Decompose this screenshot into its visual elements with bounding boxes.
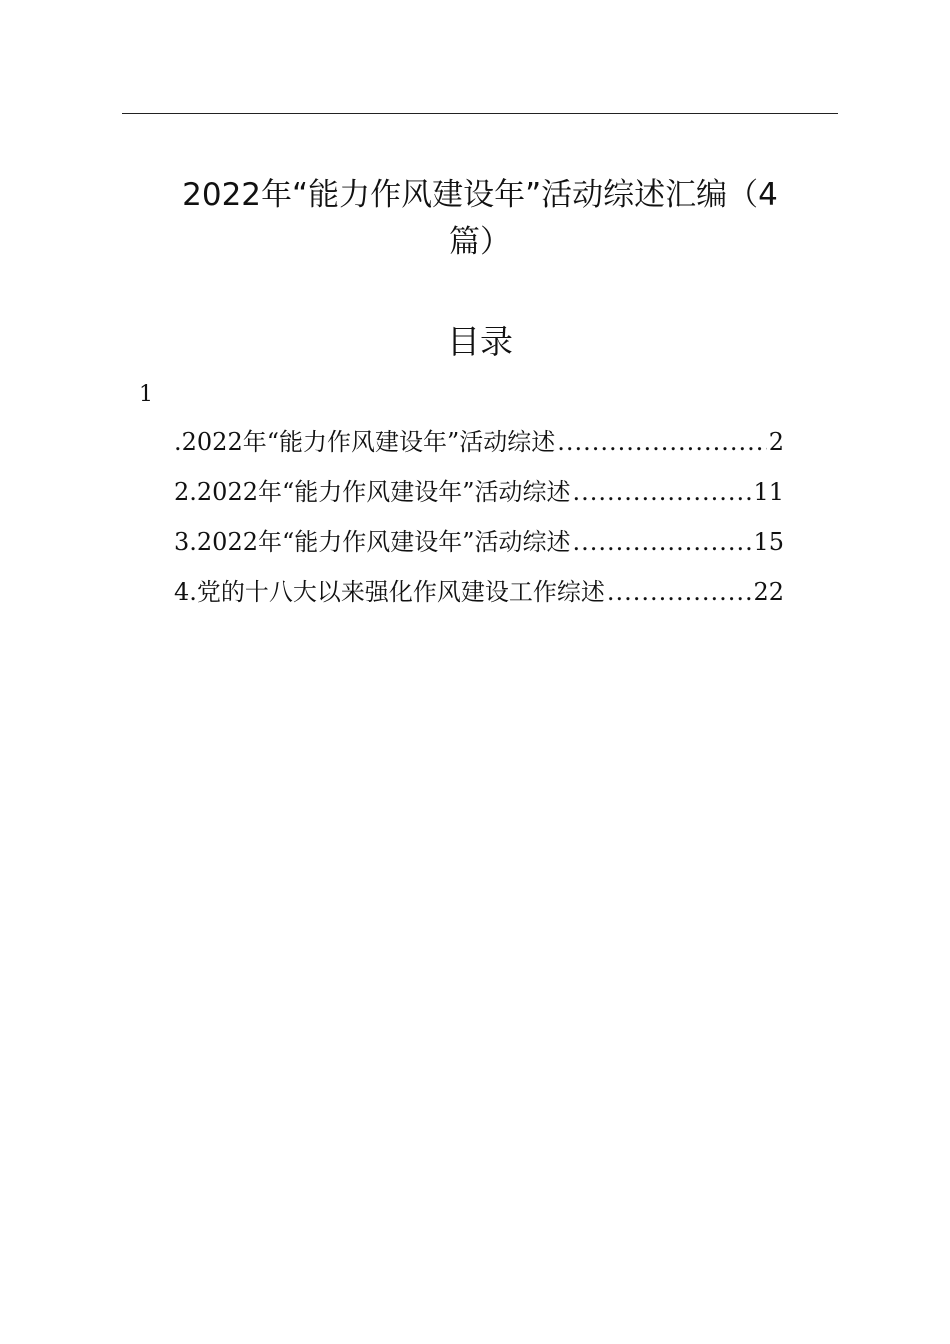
toc-page-number: 11 xyxy=(753,478,784,506)
toc-entry-text: 2.2022年“能力作风建设年”活动综述 xyxy=(174,478,571,506)
header-rule xyxy=(122,113,838,114)
document-title-line-1: 2022年“能力作风建设年”活动综述汇编（4 xyxy=(182,177,778,213)
toc-dot-leader xyxy=(573,474,752,510)
toc-entry-text: 3.2022年“能力作风建设年”活动综述 xyxy=(174,528,571,556)
toc-entry-2[interactable] xyxy=(174,474,784,524)
document-title-line-2: 篇） xyxy=(449,224,511,260)
document-title xyxy=(122,172,838,266)
stray-list-number: 1 xyxy=(139,382,153,407)
toc-dot-leader xyxy=(557,424,766,460)
toc-entry-text: .2022年“能力作风建设年”活动综述 xyxy=(174,428,556,456)
toc-page-number: 2 xyxy=(768,428,784,456)
toc-page-number: 22 xyxy=(753,578,784,606)
toc-dot-leader xyxy=(573,524,752,560)
toc-dot-leader xyxy=(607,574,752,610)
toc-heading: 目录 xyxy=(447,322,513,361)
table-of-contents xyxy=(174,424,784,624)
toc-entry-1[interactable] xyxy=(174,424,784,474)
toc-entry-text: 4.党的十八大以来强化作风建设工作综述 xyxy=(174,578,605,606)
toc-entry-4[interactable] xyxy=(174,574,784,624)
toc-page-number: 15 xyxy=(753,528,784,556)
toc-entry-3[interactable] xyxy=(174,524,784,574)
